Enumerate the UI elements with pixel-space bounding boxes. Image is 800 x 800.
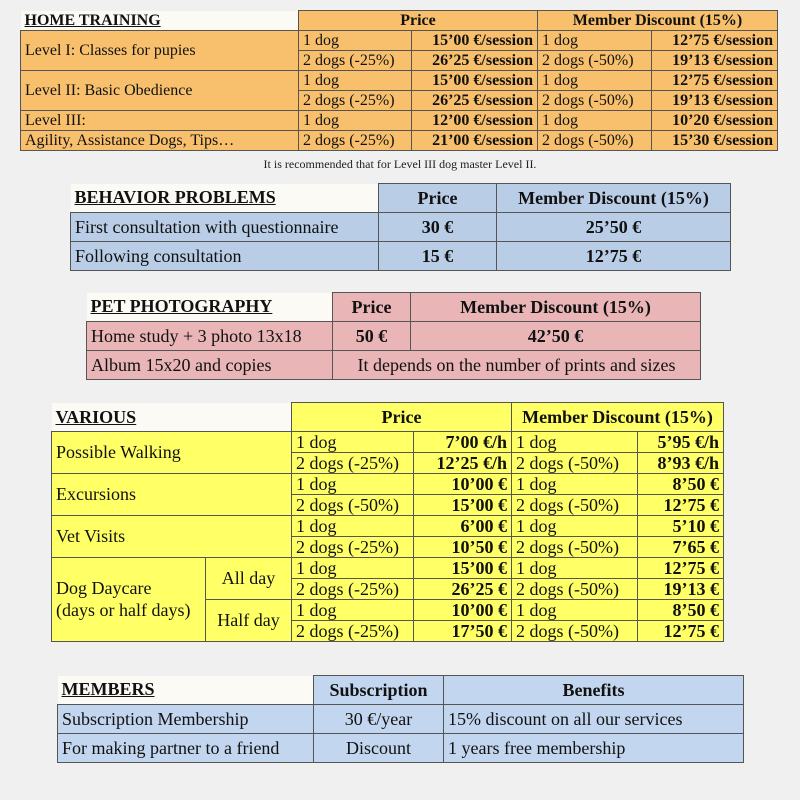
qty-label: 1 dog xyxy=(512,473,638,494)
benefit-text: 1 years free membership xyxy=(444,734,744,763)
home-row-label: Level I: Classes for pupies xyxy=(21,31,299,71)
daycare-sub-label: Half day xyxy=(206,599,292,641)
subscription-value: 30 €/year xyxy=(314,705,444,734)
price-value: 17’50 € xyxy=(414,620,512,641)
photography-discount-header: Member Discount (15%) xyxy=(411,293,701,322)
photography-price-header: Price xyxy=(333,293,411,322)
home-row-label: Level II: Basic Obedience xyxy=(21,71,299,111)
discount-value: 15’30 €/session xyxy=(652,131,778,151)
qty-label: 1 dog xyxy=(299,111,412,131)
qty-label: 1 dog xyxy=(538,71,652,91)
home-row-label: Level III: xyxy=(21,111,299,131)
qty-label: 2 dogs (-25%) xyxy=(292,452,414,473)
members-row-label: For making partner to a friend xyxy=(58,734,314,763)
various-row-label: Vet Visits xyxy=(52,515,292,557)
discount-value: 8’93 €/h xyxy=(638,452,724,473)
qty-label: 2 dogs (-50%) xyxy=(512,620,638,641)
discount-value: 8’50 € xyxy=(638,473,724,494)
qty-label: 2 dogs (-50%) xyxy=(512,578,638,599)
qty-label: 1 dog xyxy=(292,515,414,536)
price-value: 26’25 € xyxy=(414,578,512,599)
members-row-label: Subscription Membership xyxy=(58,705,314,734)
behavior-title: BEHAVIOR PROBLEMS xyxy=(71,184,379,213)
discount-value: 12’75 € xyxy=(638,557,724,578)
members-benefits-header: Benefits xyxy=(444,676,744,705)
home-price-header: Price xyxy=(299,11,538,31)
home-training-table xyxy=(20,10,778,151)
price-value: 26’25 €/session xyxy=(412,91,538,111)
price-value: 10’00 € xyxy=(414,599,512,620)
photography-row-label: Album 15x20 and copies xyxy=(87,351,333,380)
discount-value: 8’50 € xyxy=(638,599,724,620)
various-table xyxy=(51,402,724,642)
price-value: 30 € xyxy=(379,213,497,242)
members-table xyxy=(57,675,744,763)
price-value: 50 € xyxy=(333,322,411,351)
various-row-label: Excursions xyxy=(52,473,292,515)
qty-label: 2 dogs (-50%) xyxy=(538,51,652,71)
daycare-label xyxy=(52,557,206,641)
discount-value: 12’75 € xyxy=(497,242,731,271)
subscription-value: Discount xyxy=(314,734,444,763)
price-value: 15’00 €/session xyxy=(412,71,538,91)
price-value: 21’00 €/session xyxy=(412,131,538,151)
discount-value: 19’13 €/session xyxy=(652,91,778,111)
behavior-price-header: Price xyxy=(379,184,497,213)
qty-label: 1 dog xyxy=(512,557,638,578)
various-title: VARIOUS xyxy=(52,403,292,432)
various-row-label: Possible Walking xyxy=(52,431,292,473)
qty-label: 1 dog xyxy=(292,557,414,578)
daycare-label-line1: Dog Daycare xyxy=(56,578,152,598)
price-value: 7’00 €/h xyxy=(414,431,512,452)
qty-label: 1 dog xyxy=(538,111,652,131)
members-subscription-header: Subscription xyxy=(314,676,444,705)
discount-value: 12’75 € xyxy=(638,620,724,641)
behavior-section xyxy=(70,183,731,271)
behavior-discount-header: Member Discount (15%) xyxy=(497,184,731,213)
qty-label: 2 dogs (-25%) xyxy=(299,131,412,151)
qty-label: 2 dogs (-50%) xyxy=(538,131,652,151)
qty-label: 2 dogs (-25%) xyxy=(299,91,412,111)
home-training-title: HOME TRAINING xyxy=(21,11,299,31)
discount-value: 12’75 €/session xyxy=(652,71,778,91)
home-training-section xyxy=(20,10,778,151)
qty-label: 2 dogs (-25%) xyxy=(292,578,414,599)
qty-label: 2 dogs (-50%) xyxy=(512,536,638,557)
benefit-text: 15% discount on all our services xyxy=(444,705,744,734)
price-value: 12’25 €/h xyxy=(414,452,512,473)
photography-table xyxy=(86,292,701,380)
qty-label: 2 dogs (-25%) xyxy=(299,51,412,71)
qty-label: 1 dog xyxy=(292,473,414,494)
members-title: MEMBERS xyxy=(58,676,314,705)
home-training-note: It is recommended that for Level III dog master Level II. xyxy=(263,157,537,171)
various-price-header: Price xyxy=(292,403,512,432)
various-section xyxy=(51,402,724,642)
qty-label: 1 dog xyxy=(292,599,414,620)
daycare-sub-label: All day xyxy=(206,557,292,599)
qty-label: 1 dog xyxy=(512,599,638,620)
behavior-table xyxy=(70,183,731,271)
price-value: 10’00 € xyxy=(414,473,512,494)
qty-label: 2 dogs (-50%) xyxy=(512,452,638,473)
qty-label: 1 dog xyxy=(538,31,652,51)
discount-value: 19’13 €/session xyxy=(652,51,778,71)
discount-value: 19’13 € xyxy=(638,578,724,599)
price-value: 26’25 €/session xyxy=(412,51,538,71)
photography-section xyxy=(86,292,701,380)
discount-value: 12’75 € xyxy=(638,494,724,515)
price-value: 12’00 €/session xyxy=(412,111,538,131)
photography-row-label: Home study + 3 photo 13x18 xyxy=(87,322,333,351)
discount-value: 25’50 € xyxy=(497,213,731,242)
price-value: 15’00 €/session xyxy=(412,31,538,51)
price-value: 15’00 € xyxy=(414,557,512,578)
price-value: 6’00 € xyxy=(414,515,512,536)
qty-label: 1 dog xyxy=(299,71,412,91)
various-discount-header: Member Discount (15%) xyxy=(512,403,724,432)
discount-value: 5’95 €/h xyxy=(638,431,724,452)
photography-title: PET PHOTOGRAPHY xyxy=(87,293,333,322)
price-value: 15’00 € xyxy=(414,494,512,515)
members-section xyxy=(57,675,744,763)
behavior-row-label: First consultation with questionnaire xyxy=(71,213,379,242)
qty-label: 2 dogs (-50%) xyxy=(538,91,652,111)
qty-label: 2 dogs (-25%) xyxy=(292,536,414,557)
daycare-label-line2: (days or half days) xyxy=(56,600,191,620)
photography-merged-note: It depends on the number of prints and sizes xyxy=(333,351,701,380)
qty-label: 1 dog xyxy=(512,515,638,536)
home-discount-header: Member Discount (15%) xyxy=(538,11,778,31)
qty-label: 1 dog xyxy=(512,431,638,452)
discount-value: 5’10 € xyxy=(638,515,724,536)
qty-label: 1 dog xyxy=(292,431,414,452)
price-value: 15 € xyxy=(379,242,497,271)
discount-value: 12’75 €/session xyxy=(652,31,778,51)
qty-label: 2 dogs (-50%) xyxy=(512,494,638,515)
qty-label: 2 dogs (-50%) xyxy=(292,494,414,515)
discount-value: 10’20 €/session xyxy=(652,111,778,131)
discount-value: 7’65 € xyxy=(638,536,724,557)
behavior-row-label: Following consultation xyxy=(71,242,379,271)
price-value: 10’50 € xyxy=(414,536,512,557)
home-row-label-sub: Agility, Assistance Dogs, Tips… xyxy=(21,131,299,151)
qty-label: 1 dog xyxy=(299,31,412,51)
discount-value: 42’50 € xyxy=(411,322,701,351)
qty-label: 2 dogs (-25%) xyxy=(292,620,414,641)
